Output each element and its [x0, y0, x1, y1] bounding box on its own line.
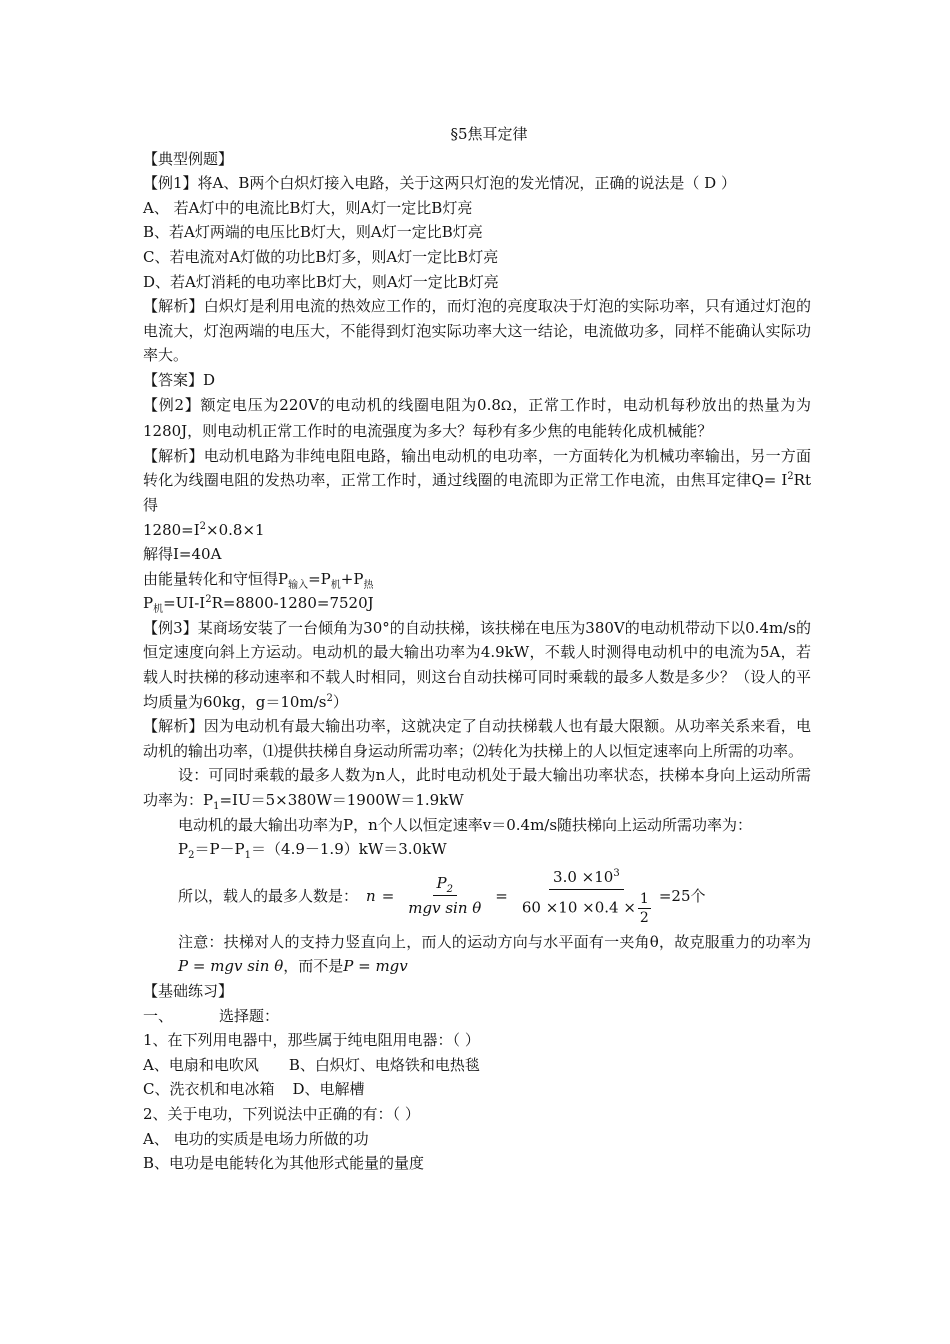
example-3-formula-line — [143, 862, 811, 930]
question-1-stem: 1、在下列用电器中，那些属于纯电阻用电器：（ ） — [143, 1031, 480, 1050]
example-1-answer: 【答案】D — [143, 370, 216, 389]
example-1-option-c: C、若电流对A灯做的功比B灯多，则A灯一定比B灯亮 — [143, 247, 499, 266]
example-1-question: 【例1】将A、B两个白炽灯接入电路，关于这两只灯泡的发光情况，正确的说法是（ D ） — [143, 174, 736, 193]
question-2-stem: 2、关于电功，下列说法中正确的有：（ ） — [143, 1104, 420, 1123]
example-2-question: 【例2】额定电压为220V的电动机的线圈电阻为0.8Ω，正常工作时，电动机每秒放出的热量为为1280J，则电动机正常工作时的电流强度为多大？每秒有多少焦的电能转化成机械能？ — [143, 395, 811, 441]
example-1-option-d: D、若A灯消耗的电功率比B灯大，则A灯一定比B灯亮 — [143, 272, 499, 291]
question-1-options-ab: A、电扇和电吹风 B、白炽灯、电烙铁和电热毯 — [143, 1055, 480, 1074]
formula-fraction-numeric: $3.0 \times 10^3$ 60 ×10 ×0.4 × $\frac{1}{2}$ — [518, 865, 655, 927]
example-3-step-1: 设：可同时乘载的最多人数为n人，此时电动机处于最大输出功率状态，扶梯本身向上运动所需功率为：$P_1=IU=5\times 380W=1900W=1.9kW$ — [143, 766, 811, 813]
example-2-analysis: 【解析】电动机电路为非纯电阻电路，输出电动机的电功率，一方面转化为机械功率输出，另一方面转化为线圈电阻的发热功率，正常工作时，通过线圈的电流即为正常工作电流，由焦耳定律$Q= I^2Rt$得 — [143, 446, 811, 514]
formula-fraction-symbolic: $\frac{P_2}{\text{mgv sin θ}}$ — [404, 871, 485, 920]
note-formula-2: P = mgv — [343, 957, 408, 976]
section-heading-examples: 【典型例题】 — [143, 149, 234, 168]
example-2-step-4: $P_机=UI-I^2R=8800-1280=7520J$ — [143, 594, 374, 616]
example-2-step-3: 由能量转化和守恒得$P_{输入}=P_机+P_热$ — [143, 569, 374, 591]
part-1-heading: 一、 选择题： — [143, 1006, 280, 1025]
ohm-symbol: Ω — [500, 398, 512, 414]
document-body — [143, 122, 811, 1176]
example-1-analysis: 【解析】白炽灯是利用电流的热效应工作的，而灯泡的亮度取决于灯泡的实际功率，只有通过灯泡的电流大，灯泡两端的电压大，不能得到灯泡实际功率大这一结论，电流做功多，同样不能确认实际功率大。 — [143, 297, 811, 365]
example-3-step-2: 电动机的最大输出功率为P，n个人以恒定速率v＝0.4m/s随扶梯向上运动所需功率为： — [178, 815, 753, 834]
note-formula-1: P = mgv sin θ — [178, 957, 284, 976]
example-3-note: 注意：扶梯对人的支持力竖直向上，而人的运动方向与水平面有一夹角θ，故克服重力的功率为P = mgv sin θ，而不是P = mgv — [178, 932, 811, 976]
example-2-step-2: 解得I=40A — [143, 545, 222, 564]
question-2-option-a: A、 电功的实质是电场力所做的功 — [143, 1129, 369, 1148]
question-1-options-cd: C、洗衣机和电冰箱 D、电解槽 — [143, 1080, 365, 1099]
example-3-analysis: 【解析】因为电动机有最大输出功率，这就决定了自动扶梯载人也有最大限额。从功率关系来看，电动机的输出功率，⑴提供扶梯自身运动所需功率；⑵转化为扶梯上的人以恒定速率向上所需的功率。 — [143, 717, 811, 760]
example-2-step-1: $1280=I^2\times 0.8\times 1$ — [143, 520, 265, 539]
example-3-question: 【例3】某商场安装了一台倾角为30°的自动扶梯，该扶梯在电压为380V的电动机带动下以0.4m/s的恒定速度向斜上方运动。电动机的最大输出功率为4.9kW，不载人时测得电动机中的电流为5A，若载人时扶梯的移动速率和不载人时相同，则这台自动扶梯可同时乘载的最多人数是多少？（设人的平均质量为60kg，$g=10m/s^2$） — [143, 618, 811, 711]
example-3-step-3: $P_2=P-P_1=(4.9-1.9)kW=3.0kW$ — [178, 840, 447, 862]
page-title: §5焦耳定律 — [450, 125, 528, 143]
section-heading-basic: 【基础练习】 — [143, 982, 234, 1000]
half-fraction: $\frac{1}{2}$ — [639, 890, 649, 926]
example-1-option-a: A、 若A灯中的电流比B灯大，则A灯一定比B灯亮 — [143, 198, 473, 217]
max-people-formula: 所以，载人的最多人数是： n = $\frac{P_2}{\text{mgv sin θ}}$ = $3.0 \times 10^3$ 60 ×10 ×0.4 × $\frac{1}{2}$ =25 个 — [178, 864, 706, 928]
example-1-option-b: B、若A灯两端的电压比B灯大，则A灯一定比B灯亮 — [143, 223, 483, 242]
question-2-option-b: B、电功是电能转化为其他形式能量的量度 — [143, 1154, 425, 1173]
